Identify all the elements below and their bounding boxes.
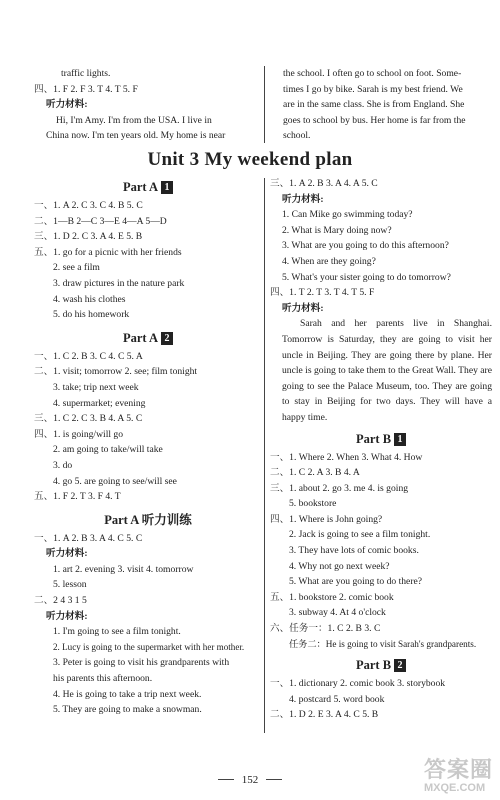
answer-line: 三、1. C 2. C 3. B 4. A 5. C — [34, 413, 143, 425]
text-line: traffic lights. — [61, 68, 111, 79]
answer-line: 5. bookstore — [289, 498, 337, 510]
answer-line: 5. What's your sister going to do tomorrow? — [282, 271, 451, 283]
answer-line: 2. am going to take/will take — [53, 444, 163, 456]
answer-line: 4. go 5. are going to see/will see — [53, 475, 177, 487]
answer-line: 三、1. D 2. C 3. A 4. E 5. B — [34, 231, 143, 243]
answer-line: 二、1—B 2—C 3—E 4—A 5—D — [34, 215, 167, 227]
text-line: Hi, I'm Amy. I'm from the USA. I live in — [56, 114, 212, 126]
section-heading — [34, 176, 262, 198]
section-heading — [270, 428, 492, 450]
answer-line: 六、任务一：1. C 2. B 3. C — [270, 623, 381, 635]
page-number-dash-left — [218, 779, 234, 780]
answer-line: 1. art 2. evening 3. visit 4. tomorrow — [53, 563, 194, 575]
watermark-logo — [424, 758, 494, 796]
watermark-big-text: 答案圈 — [424, 757, 494, 782]
answer-line: 4. wash his clothes — [53, 293, 126, 305]
section-title: Part A — [122, 330, 159, 345]
answer-line: 5. do his homework — [53, 309, 130, 321]
answer-line: 4. postcard 5. word book — [289, 693, 385, 705]
answer-line: 3. Peter is going to visit his grandparents with — [53, 657, 230, 669]
answer-line: 三、1. about 2. go 3. me 4. is going — [270, 482, 409, 494]
answer-line: 三、1. A 2. B 3. A 4. A 5. C — [270, 178, 378, 189]
text-line: the school. I often go to school on foot. Some- — [283, 68, 462, 79]
text-line: times I go by bike. Sarah is my best friend. We — [283, 83, 463, 95]
listening-label: 听力材料: — [282, 302, 324, 314]
answer-line: 二、1. C 2. A 3. B 4. A — [270, 467, 360, 479]
page-number-text: 152 — [241, 774, 259, 786]
listening-label: 听力材料: — [46, 610, 88, 622]
answer-line: 五、1. go for a picnic with her friends — [34, 246, 182, 258]
answer-line: 二、2 4 3 1 5 — [34, 595, 87, 607]
left-column — [34, 176, 262, 718]
section-badge: 1 — [394, 433, 406, 446]
top-left-block — [34, 66, 256, 144]
answer-line: 2. Lucy is going to the supermarket with her mother. — [53, 641, 245, 652]
text-line: 四、1. F 2. F 3. T 4. T 5. F — [34, 83, 138, 95]
text-line: China now. I'm ten years old. My home is near — [46, 130, 226, 142]
answer-line: 3. do — [53, 459, 73, 471]
text-line: school. — [283, 130, 311, 142]
answer-line: 五、1. bookstore 2. comic book — [270, 591, 394, 603]
answer-line: 五、1. F 2. T 3. F 4. T — [34, 491, 121, 503]
answer-line: 5. What are you going to do there? — [289, 576, 423, 588]
text-line: are in the same class. She is from England. She — [283, 99, 465, 111]
answer-line: 四、1. T 2. T 3. T 4. T 5. F — [270, 287, 375, 299]
answer-line: 3. subway 4. At 4 o'clock — [289, 607, 386, 619]
answer-line: 4. When are they going? — [282, 255, 376, 267]
answer-line: 1. Can Mike go swimming today? — [282, 209, 413, 221]
listening-paragraph: Sarah and her parents live in Shanghai. Tomorrow is Saturday, they are going to visit her uncle in Beijing. They are going there by plane. Her uncle is going to take them to the Great Wall. They are going to see the Palace Museum, too. They are going to stay in Beijing for two days. They will have a happy time. — [282, 318, 492, 423]
section-heading — [270, 654, 492, 676]
section-badge: 2 — [394, 659, 406, 672]
text-line: goes to school by bus. Her home is far from the — [283, 114, 466, 126]
answer-line: 2. Jack is going to see a film tonight. — [289, 529, 431, 541]
answer-line: 5. They are going to make a snowman. — [53, 704, 202, 716]
answer-line: 4. supermarket; evening — [53, 397, 146, 409]
answer-line: 二、1. visit; tomorrow 2. see; film tonight — [34, 366, 198, 378]
answer-line: 4. Why not go next week? — [289, 560, 390, 572]
answer-line: 3. draw pictures in the nature park — [53, 277, 185, 289]
answer-line: 四、1. Where is John going? — [270, 513, 383, 525]
unit-title: Unit 3 My weekend plan — [147, 149, 353, 170]
answer-line: 3. They have lots of comic books. — [289, 545, 419, 557]
answer-line: 一、1. Where 2. When 3. What 4. How — [270, 451, 423, 463]
top-right-block — [283, 66, 493, 144]
answer-line: 一、1. dictionary 2. comic book 3. storybook — [270, 678, 446, 690]
section-heading — [34, 327, 262, 349]
column-divider-top — [264, 66, 265, 143]
answer-line: 3. What are you going to do this afternoon? — [282, 240, 449, 252]
answer-line: 2. What is Mary doing now? — [282, 224, 392, 236]
section-title: Part A 听力训练 — [104, 512, 192, 527]
answer-line: his parents this afternoon. — [53, 673, 153, 685]
right-column — [270, 176, 492, 723]
answer-line: 一、1. C 2. B 3. C 4. C 5. A — [34, 350, 143, 362]
section-title: Part B — [355, 431, 392, 446]
answer-line: 2. see a film — [53, 262, 100, 274]
answer-line: 二、1. D 2. E 3. A 4. C 5. B — [270, 709, 379, 721]
answer-line: 四、1. is going/will go — [34, 428, 124, 440]
section-badge: 2 — [161, 332, 173, 345]
section-heading — [34, 509, 262, 531]
answer-line: 一、1. A 2. B 3. A 4. C 5. C — [34, 532, 143, 544]
answer-line: 任务二：He is going to visit Sarah's grandparents. — [289, 638, 477, 649]
section-title: Part B — [355, 658, 392, 673]
listening-label: 听力材料: — [46, 99, 88, 111]
watermark-small-text: MXQE.COM — [424, 782, 486, 794]
column-divider-main — [264, 178, 265, 733]
page-number-dash-right — [266, 779, 282, 780]
answer-line: 一、1. A 2. C 3. C 4. B 5. C — [34, 200, 143, 211]
answer-line: 3. take; trip next week — [53, 381, 139, 393]
answer-line: 5. lesson — [53, 579, 87, 591]
section-title: Part A — [122, 180, 159, 194]
answer-line: 4. He is going to take a trip next week. — [53, 688, 202, 700]
section-badge: 1 — [161, 181, 173, 194]
answer-line: 1. I'm going to see a film tonight. — [53, 626, 181, 638]
listening-label: 听力材料: — [282, 193, 324, 205]
listening-label: 听力材料: — [46, 548, 88, 560]
